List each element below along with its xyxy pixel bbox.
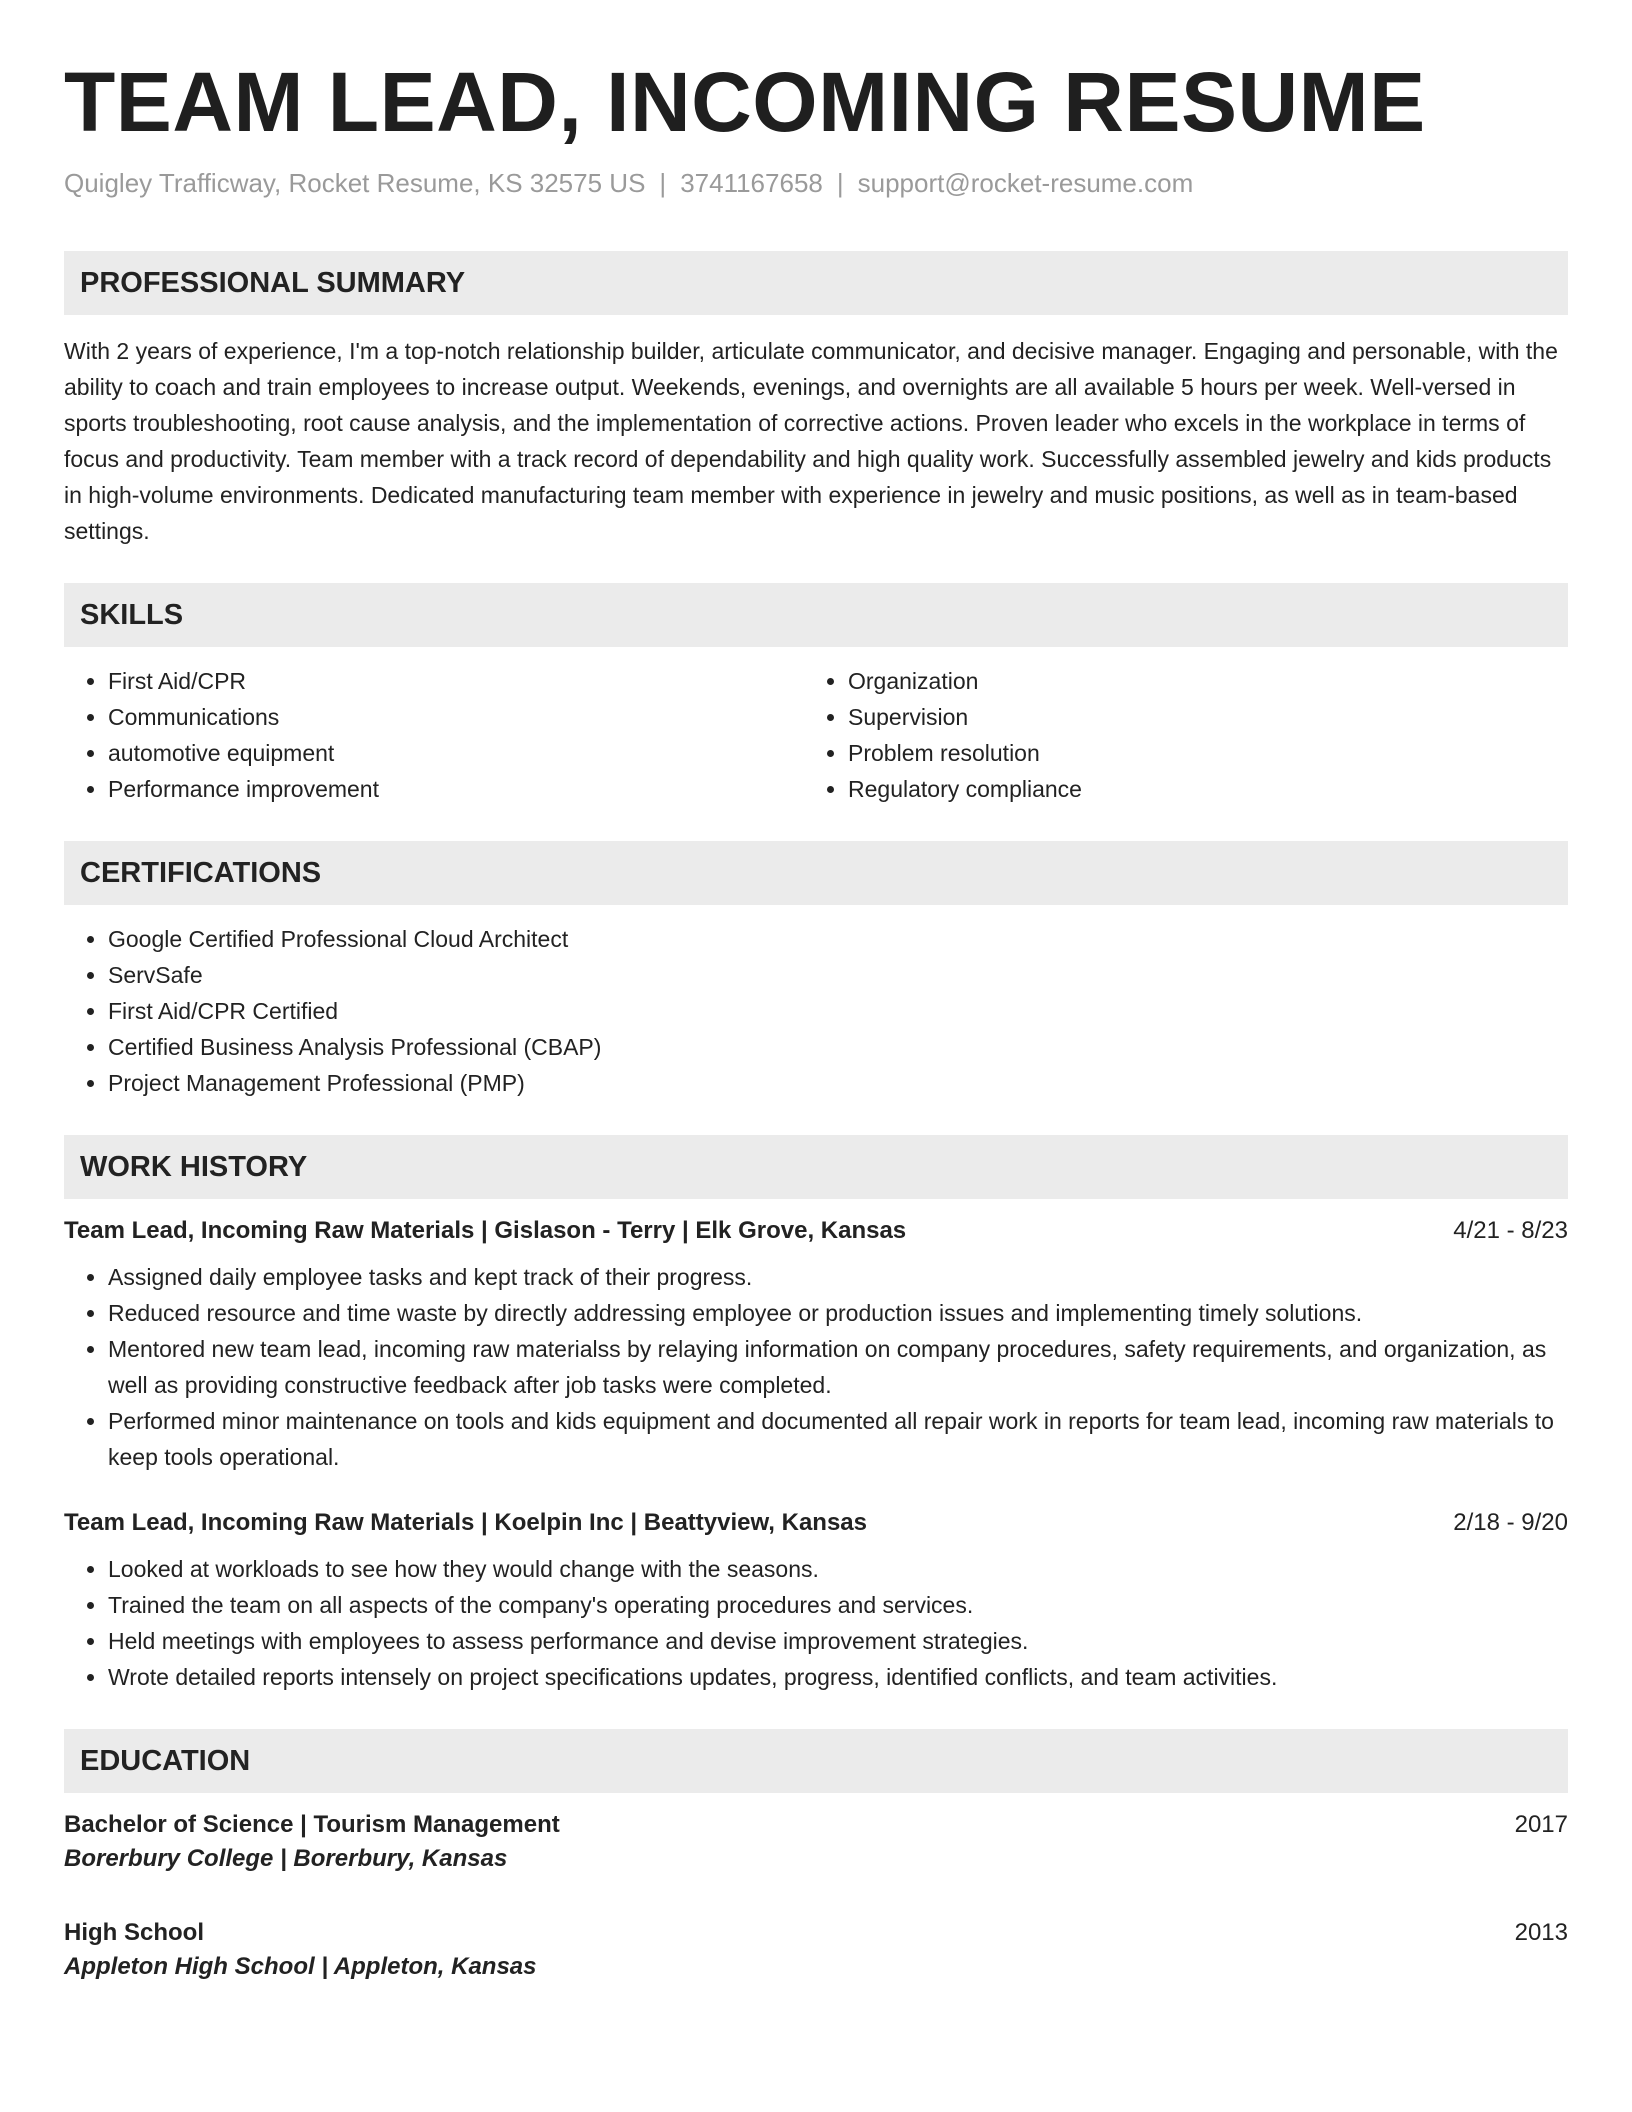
section-header-work-history: WORK HISTORY bbox=[64, 1135, 1568, 1199]
contact-address: Quigley Trafficway, Rocket Resume, KS 32575 US bbox=[64, 168, 646, 199]
certification-item: • First Aid/CPR Certified bbox=[108, 993, 1568, 1029]
education-year: 2017 bbox=[1514, 1811, 1568, 1839]
job-entry bbox=[64, 1509, 1568, 1695]
job-dates: 2/18 - 9/20 bbox=[1453, 1509, 1568, 1537]
education-entry bbox=[64, 1919, 1568, 1981]
contact-line bbox=[64, 168, 1568, 199]
skills-column-left bbox=[64, 663, 804, 807]
skill-item: • Organization bbox=[848, 663, 1540, 699]
job-bullet: • Assigned daily employee tasks and kept track of their progress. bbox=[108, 1259, 1568, 1295]
education-heading-row bbox=[64, 1811, 1568, 1839]
job-bullet: • Trained the team on all aspects of the company's operating procedures and services. bbox=[108, 1587, 1568, 1623]
certification-item: • Certified Business Analysis Professional (CBAP) bbox=[108, 1029, 1568, 1065]
skill-item: • Problem resolution bbox=[848, 735, 1540, 771]
section-header-summary: PROFESSIONAL SUMMARY bbox=[64, 251, 1568, 315]
job-heading-row bbox=[64, 1509, 1568, 1537]
skill-item: • automotive equipment bbox=[108, 735, 804, 771]
education-school: Borerbury College | Borerbury, Kansas bbox=[64, 1845, 508, 1873]
education-entry bbox=[64, 1811, 1568, 1873]
job-bullet: • Performed minor maintenance on tools and kids equipment and documented all repair work in reports for team lead, incoming raw materials to keep tools operational. bbox=[108, 1403, 1568, 1475]
education-year: 2013 bbox=[1514, 1919, 1568, 1947]
contact-email: support@rocket-resume.com bbox=[857, 168, 1194, 199]
job-heading-row bbox=[64, 1217, 1568, 1245]
summary-text: With 2 years of experience, I'm a top-notch relationship builder, articulate communicator, and decisive manager. Engaging and personable, with the ability to coach and train employees to increase output. Weekends, evenings, and overnights are all available 5 hours per week. Well-versed in sports troubleshooting, root cause analysis, and the implementation of corrective actions. Proven leader who excels in the workplace in terms of focus and productivity. Team member with a track record of dependability and high quality work. Successfully assembled jewelry and kids products in high-volume environments. Dedicated manufacturing team member with experience in jewelry and music positions, as well as in team-based settings. bbox=[64, 338, 1558, 545]
contact-separator: | bbox=[836, 168, 844, 199]
skills-list bbox=[64, 663, 1568, 807]
skill-item: • Performance improvement bbox=[108, 771, 804, 807]
skill-item: • Communications bbox=[108, 699, 804, 735]
skill-item: • Supervision bbox=[848, 699, 1540, 735]
job-bullet-list bbox=[64, 1259, 1568, 1475]
job-bullet-list bbox=[64, 1551, 1568, 1695]
resume-title: TEAM LEAD, INCOMING RESUME bbox=[64, 55, 1426, 149]
education-degree: High School bbox=[64, 1919, 204, 1947]
job-dates: 4/21 - 8/23 bbox=[1453, 1217, 1568, 1245]
education-degree: Bachelor of Science | Tourism Management bbox=[64, 1811, 560, 1839]
job-title: Team Lead, Incoming Raw Materials | Koelpin Inc | Beattyview, Kansas bbox=[64, 1509, 867, 1537]
section-header-skills: SKILLS bbox=[64, 583, 1568, 647]
job-bullet: • Held meetings with employees to assess performance and devise improvement strategies. bbox=[108, 1623, 1568, 1659]
certification-item: • ServSafe bbox=[108, 957, 1568, 993]
skills-column-right bbox=[804, 663, 1540, 807]
job-entry bbox=[64, 1217, 1568, 1475]
skill-item: • Regulatory compliance bbox=[848, 771, 1540, 807]
section-header-certifications: CERTIFICATIONS bbox=[64, 841, 1568, 905]
certification-item: • Project Management Professional (PMP) bbox=[108, 1065, 1568, 1101]
certification-item: • Google Certified Professional Cloud Architect bbox=[108, 921, 1568, 957]
job-bullet: • Reduced resource and time waste by directly addressing employee or production issues and implementing timely solutions. bbox=[108, 1295, 1568, 1331]
section-header-education: EDUCATION bbox=[64, 1729, 1568, 1793]
education-school: Appleton High School | Appleton, Kansas bbox=[64, 1953, 537, 1981]
job-bullet: • Mentored new team lead, incoming raw materialss by relaying information on company procedures, safety requirements, and organization, as well as providing constructive feedback after job tasks were completed. bbox=[108, 1331, 1568, 1403]
certifications-list bbox=[64, 921, 1568, 1101]
contact-phone: 3741167658 bbox=[680, 168, 823, 199]
education-heading-row bbox=[64, 1919, 1568, 1947]
job-bullet: • Wrote detailed reports intensely on project specifications updates, progress, identified conflicts, and team activities. bbox=[108, 1659, 1568, 1695]
job-bullet: • Looked at workloads to see how they would change with the seasons. bbox=[108, 1551, 1568, 1587]
contact-separator: | bbox=[659, 168, 667, 199]
skill-item: • First Aid/CPR bbox=[108, 663, 804, 699]
job-title: Team Lead, Incoming Raw Materials | Gislason - Terry | Elk Grove, Kansas bbox=[64, 1217, 907, 1245]
